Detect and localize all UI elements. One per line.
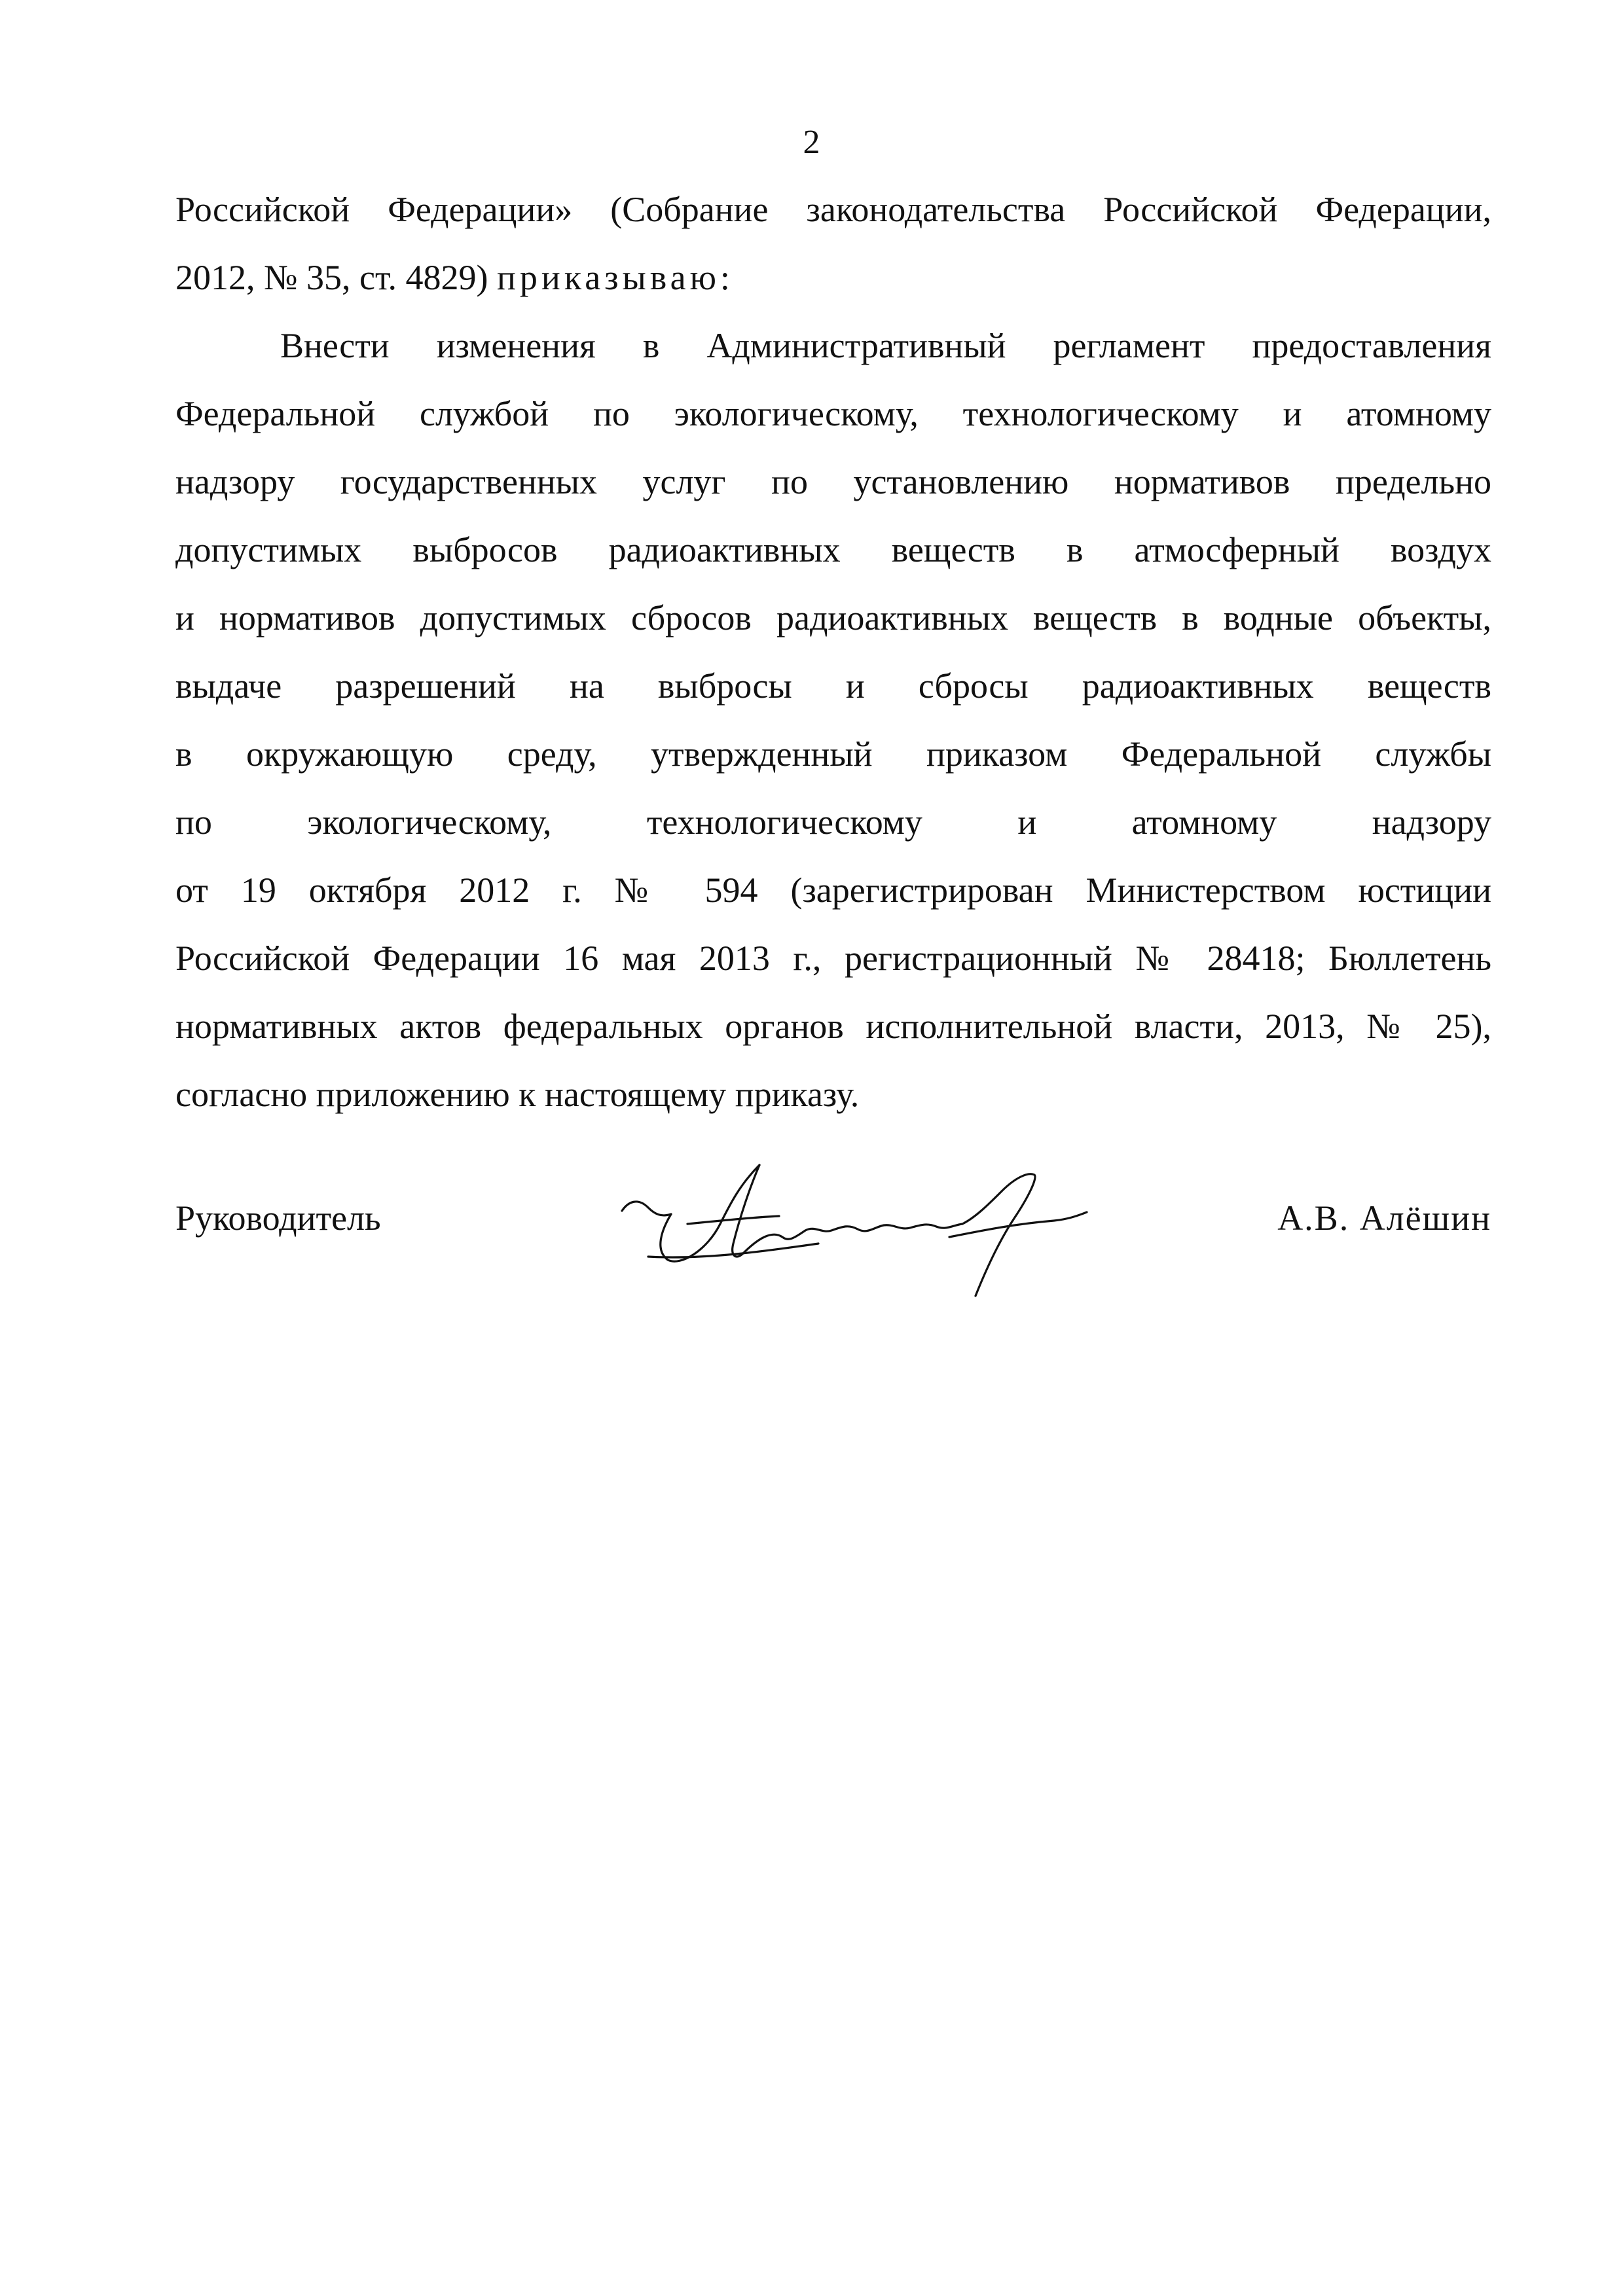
order-line: в окружающую среду, утвержденный приказом Федеральной службы bbox=[175, 734, 1491, 774]
preamble-line-2 bbox=[175, 243, 1491, 312]
handwritten-signature bbox=[609, 1139, 1106, 1309]
signatory-title: Руководитель bbox=[175, 1198, 381, 1238]
page-number: 2 bbox=[803, 124, 820, 161]
order-line: Внести изменения в Административный регламент предоставления bbox=[280, 326, 1491, 365]
order-line-last: согласно приложению к настоящему приказу. bbox=[175, 1075, 860, 1114]
order-line: допустимых выбросов радиоактивных веществ в атмосферный воздух bbox=[175, 530, 1491, 569]
order-text bbox=[175, 175, 1491, 1128]
order-line: по экологическому, технологическому и атомному надзору bbox=[175, 802, 1491, 842]
order-line: надзору государственных услуг по установлению нормативов предельно bbox=[175, 462, 1491, 501]
order-verb: приказываю: bbox=[497, 258, 734, 297]
order-line: и нормативов допустимых сбросов радиоактивных веществ в водные объекты, bbox=[175, 598, 1491, 637]
order-line: от 19 октября 2012 г. № 594 (зарегистрирован Министерством юстиции bbox=[175, 870, 1491, 910]
order-line: выдаче разрешений на выбросы и сбросы радиоактивных веществ bbox=[175, 666, 1491, 706]
order-line: Федеральной службой по экологическому, технологическому и атомному bbox=[175, 394, 1491, 433]
order-line: нормативных актов федеральных органов исполнительной власти, 2013, № 25), bbox=[175, 1007, 1491, 1046]
order-line: Российской Федерации 16 мая 2013 г., регистрационный № 28418; Бюллетень bbox=[175, 939, 1491, 978]
preamble-citation: 2012, № 35, ст. 4829) bbox=[175, 258, 488, 297]
preamble-line-1: Российской Федерации» (Собрание законодательства Российской Федерации, bbox=[175, 190, 1491, 229]
signatory-name: А.В. Алёшин bbox=[1277, 1198, 1491, 1238]
